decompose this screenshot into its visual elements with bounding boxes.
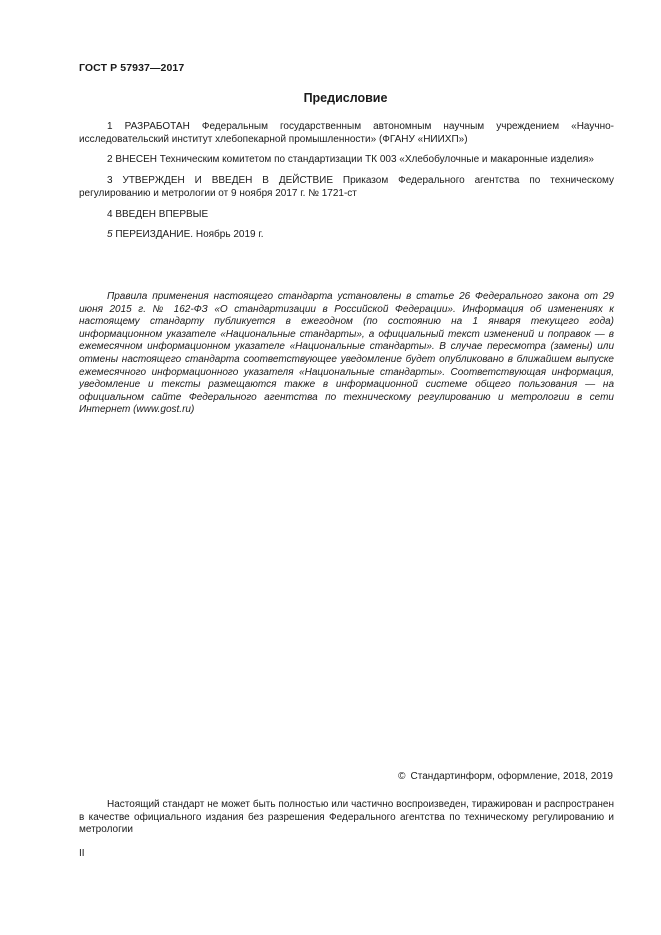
copyright-icon: © — [398, 771, 406, 782]
application-rules-notice: Правила применения настоящего стандарта установлены в статье 26 Федерального закона от 29 июня 2015 г. № 162-ФЗ «О стандартизации в Российской Федерации». Информация об изменениях к настоящему стандарту публикуется в ежегодном (по состоянию на 1 января текущего года) информационном указателе «Национальные стандарты», а официальный текст изменений и поправок — в ежемесячном информационном указателе «Национальные стандарты». В случае пересмотра (замены) или отмены настоящего стандарта соответствующее уведомление будет опубликовано в ближайшем выпуске ежемесячного информационного указателя «Национальные стандарты». Соответствующая информация, уведомление и тексты размещаются также в информационной системе общего пользования — на официальном сайте Федерального агентства по техническому регулированию и метрологии в сети Интернет (www.gost.ru) — [79, 291, 614, 416]
page-number: II — [79, 848, 85, 859]
item-number: 1 — [107, 121, 113, 132]
reprint-restriction-notice: Настоящий стандарт не может быть полностью или частично воспроизведен, тиражирован и распространен в качестве официального издания без разрешения Федерального агентства по техническому регулированию и метрологии — [79, 799, 614, 836]
copyright-text: Стандартинформ, оформление, 2018, 2019 — [410, 771, 613, 782]
foreword-items — [79, 121, 614, 250]
document-id-header: ГОСТ Р 57937—2017 — [79, 62, 185, 74]
item-number: 3 — [107, 175, 113, 187]
foreword-item-2 — [79, 154, 614, 167]
item-text: ВНЕСЕН Техническим комитетом по стандартизации ТК 003 «Хлебобулочные и макаронные изделия» — [115, 154, 594, 166]
foreword-item-3 — [79, 175, 614, 200]
item-text: ВВЕДЕН ВПЕРВЫЕ — [115, 208, 209, 220]
foreword-item-4 — [79, 209, 614, 222]
item-text: УТВЕРЖДЕН И ВВЕДЕН В ДЕЙСТВИЕ Приказом Федерального агентства по техническому регулированию и метрологии от 9 ноября 2017 г. № 1721-ст — [79, 175, 614, 199]
foreword-item-5 — [79, 229, 614, 242]
item-text: ПЕРЕИЗДАНИЕ. Ноябрь 2019 г. — [115, 229, 264, 241]
item-text: РАЗРАБОТАН Федеральным государственным автономным научным учреждением «Научно-исследовательский институт хлебопекарной промышленности» (ФГАНУ «НИИХП») — [79, 121, 614, 145]
foreword-item-1 — [79, 121, 614, 146]
copyright-line — [398, 771, 613, 782]
item-number: 4 — [107, 208, 113, 220]
item-number: 2 — [107, 154, 113, 166]
item-number: 5 — [107, 229, 113, 241]
page-title: Предисловие — [303, 91, 388, 105]
